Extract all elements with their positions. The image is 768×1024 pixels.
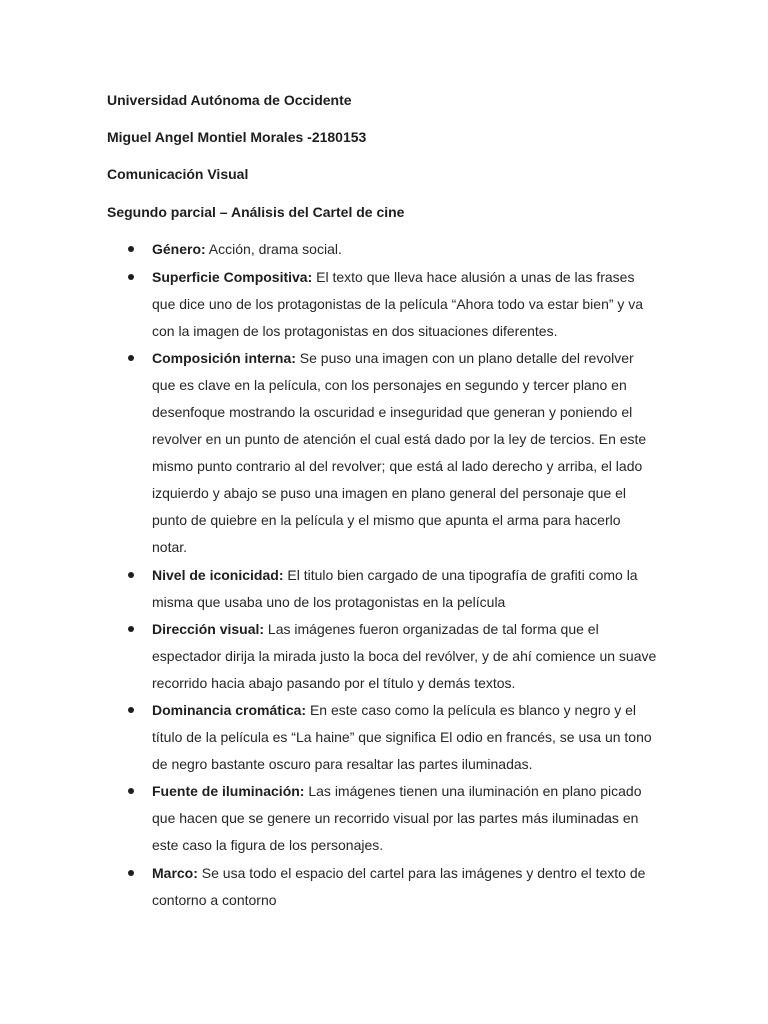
list-item-composicion-interna	[152, 345, 658, 561]
university-name: Universidad Autónoma de Occidente	[107, 92, 352, 108]
item-term: Composición interna:	[152, 350, 296, 366]
item-term: Dominancia cromática:	[152, 702, 307, 718]
item-term: Género:	[152, 241, 206, 257]
bullet-icon	[128, 626, 134, 632]
list-item-marco	[152, 860, 658, 914]
course-name: Comunicación Visual	[107, 166, 249, 182]
list-item-superficie-compositiva	[152, 264, 658, 345]
list-item-nivel-de-iconicidad	[152, 562, 658, 616]
bullet-icon	[128, 870, 134, 876]
item-term: Fuente de iluminación:	[152, 783, 305, 799]
list-item-direccion-visual	[152, 616, 658, 697]
assignment-title: Segundo parcial – Análisis del Cartel de cine	[107, 204, 405, 220]
item-text: Las imágenes fueron organizadas de tal forma que el espectador dirija la mirada justo la boca del revólver, y de ahí comience un suave recorrido hacia abajo pasando por el título y demás textos.	[152, 621, 657, 691]
bullet-icon	[128, 707, 134, 713]
item-text: Se puso una imagen con un plano detalle del revolver que es clave en la película, con los personajes en segundo y tercer plano en desenfoque mostrando la oscuridad e inseguridad que generan y poniendo el revolver en un punto de atención el cual está dado por la ley de tercios. En este mismo punto contrario al del revolver; que está al lado derecho y arriba, el lado izquierdo y abajo se puso una imagen en plano general del personaje que el punto de quiebre en la película y el mismo que apunta el arma para hacerlo notar.	[152, 350, 647, 555]
item-text: En este caso como la película es blanco y negro y el título de la película es “La haine” que significa El odio en francés, se usa un tono de negro bastante oscuro para resaltar las partes iluminadas.	[152, 702, 652, 772]
bullet-icon	[128, 355, 134, 361]
item-term: Dirección visual:	[152, 621, 265, 637]
bullet-icon	[128, 572, 134, 578]
item-text: El titulo bien cargado de una tipografía de grafiti como la misma que usaba uno de los protagonistas en la película	[152, 567, 638, 610]
bullet-icon	[128, 274, 134, 280]
bullet-icon	[128, 246, 134, 252]
item-text: Las imágenes tienen una iluminación en plano picado que hacen que se genere un recorrido visual por las partes más iluminadas en este caso la figura de los personajes.	[152, 783, 642, 853]
item-text: Acción, drama social.	[205, 241, 342, 257]
item-text: El texto que lleva hace alusión a unas de las frases que dice uno de los protagonistas de la película “Ahora todo va estar bien” y va con la imagen de los protagonistas en dos situaciones diferentes.	[152, 269, 644, 339]
list-item-fuente-de-iluminacion	[152, 778, 658, 859]
bullet-icon	[128, 788, 134, 794]
list-item-genero	[152, 236, 658, 263]
item-term: Superficie Compositiva:	[152, 269, 313, 285]
item-text: Se usa todo el espacio del cartel para las imágenes y dentro el texto de contorno a contorno	[152, 865, 646, 908]
item-term: Nivel de iconicidad:	[152, 567, 284, 583]
item-term: Marco:	[152, 865, 198, 881]
list-item-dominancia-cromatica	[152, 697, 658, 778]
student-name: Miguel Angel Montiel Morales -2180153	[107, 129, 367, 145]
